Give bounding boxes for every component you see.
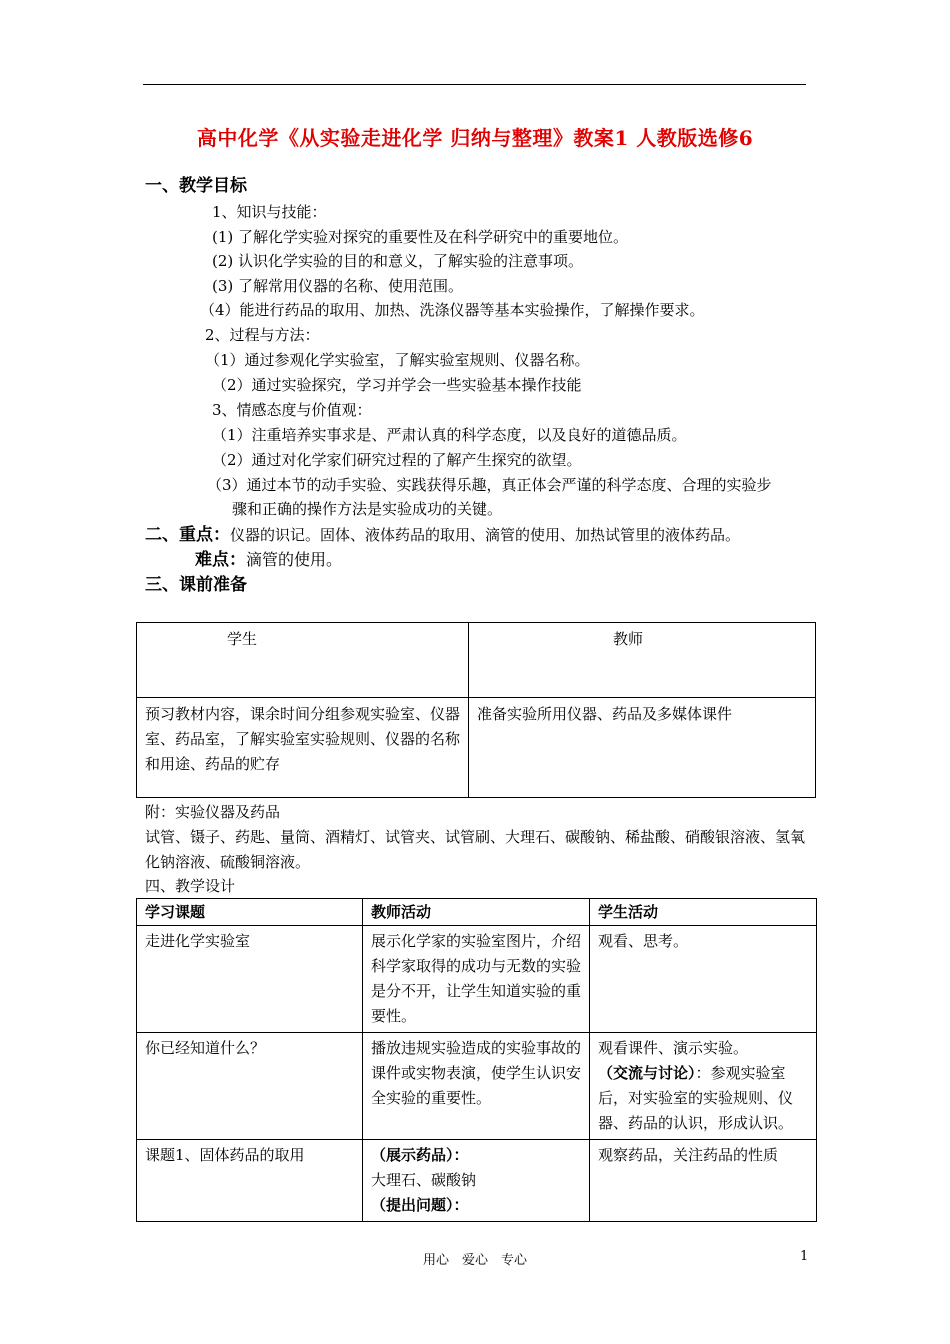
student-text: 观看课件、演示实验。 xyxy=(598,1039,749,1057)
section-4-heading: 四、教学设计 xyxy=(145,877,236,895)
section-3-heading: 三、课前准备 xyxy=(145,575,247,595)
key-points xyxy=(145,524,740,546)
student-cell: 观看、思考。 xyxy=(590,926,817,1033)
objective-line: （3）通过本节的动手实验、实践获得乐趣，真正体会严谨的科学态度、合理的实验步 xyxy=(207,476,772,494)
objective-line: （2）通过对化学家们研究过程的了解产生探究的欲望。 xyxy=(212,451,582,469)
section-1-heading: 一、教学目标 xyxy=(145,176,247,196)
document-title: 高中化学《从实验走进化学 归纳与整理》教案1 人教版选修6 xyxy=(196,126,754,150)
appendix-line: 试管、镊子、药匙、量筒、酒精灯、试管夹、试管刷、大理石、碳酸钠、稀盐酸、硝酸银溶液、氢氧 xyxy=(145,828,806,846)
teacher-text: 大理石、碳酸钠 xyxy=(371,1171,477,1189)
objective-line: 骤和正确的操作方法是实验成功的关键。 xyxy=(232,500,503,518)
teacher-text: （提出问题）： xyxy=(371,1196,469,1214)
prep-student-cell: 预习教材内容，课余时间分组参观实验室、仪器室、药品室，了解实验室实验规则、仪器的名称和用途、药品的贮存 xyxy=(137,698,469,798)
appendix-label: 附：实验仪器及药品 xyxy=(145,803,281,821)
design-header-student: 学生活动 xyxy=(590,899,817,926)
section-2-heading: 二、重点： xyxy=(145,525,230,545)
topic-cell: 走进化学实验室 xyxy=(137,926,363,1033)
difficulty-text: 滴管的使用。 xyxy=(246,550,343,569)
difficulty-label: 难点： xyxy=(195,550,246,570)
student-text xyxy=(598,1061,808,1136)
design-table xyxy=(136,898,817,1222)
objective-line: 2、过程与方法： xyxy=(205,326,320,344)
teacher-text: （展示药品）： xyxy=(371,1146,469,1164)
difficulty xyxy=(195,549,342,571)
appendix-line: 化钠溶液、硫酸铜溶液。 xyxy=(145,853,311,871)
teacher-cell: 播放违规实验造成的实验事故的课件或实物表演，使学生认识安全实验的重要性。 xyxy=(363,1033,590,1140)
objective-line: (3) 了解常用仪器的名称、使用范围。 xyxy=(212,277,464,295)
prep-teacher-cell: 准备实验所用仪器、药品及多媒体课件 xyxy=(469,698,816,798)
objective-line: (2) 认识化学实验的目的和意义，了解实验的注意事项。 xyxy=(212,252,584,270)
objective-line: （2）通过实验探究，学习并学会一些实验基本操作技能 xyxy=(212,376,582,394)
table-row xyxy=(137,1140,817,1222)
objective-line: （4）能进行药品的取用、加热、洗涤仪器等基本实验操作，了解操作要求。 xyxy=(200,301,705,319)
page-number: 1 xyxy=(800,1249,809,1264)
footer-motto: 用心 爱心 专心 xyxy=(422,1253,527,1268)
teacher-cell xyxy=(363,1140,590,1222)
objective-line: 1、知识与技能： xyxy=(212,203,327,221)
table-row xyxy=(137,926,817,1033)
objective-line: （1）注重培养实事求是、严肃认真的科学态度，以及良好的道德品质。 xyxy=(212,426,687,444)
exchange-label: （交流与讨论） xyxy=(598,1064,696,1082)
student-cell: 观察药品，关注药品的性质 xyxy=(590,1140,817,1222)
table-row xyxy=(137,1033,817,1140)
design-header-teacher: 教师活动 xyxy=(363,899,590,926)
teacher-cell: 展示化学家的实验室图片，介绍科学家取得的成功与无数的实验是分不开，让学生知道实验的重要性。 xyxy=(363,926,590,1033)
prep-table xyxy=(136,622,816,798)
header-rule xyxy=(143,84,806,85)
prep-header-teacher: 教师 xyxy=(469,623,816,698)
objective-line: (1) 了解化学实验对探究的重要性及在科学研究中的重要地位。 xyxy=(212,228,629,246)
topic-cell: 课题1、固体药品的取用 xyxy=(137,1140,363,1222)
topic-cell: 你已经知道什么？ xyxy=(137,1033,363,1140)
key-points-text: 仪器的识记。固体、液体药品的取用、滴管的使用、加热试管里的液体药品。 xyxy=(230,526,741,544)
prep-header-student: 学生 xyxy=(137,623,469,698)
exchange-text: ：参观实验室后，对实验室的实验规则、仪器、药品的认识，形成认识。 xyxy=(598,1064,794,1132)
objective-line: 3、情感态度与价值观： xyxy=(212,401,372,419)
student-cell xyxy=(590,1033,817,1140)
design-header-topic: 学习课题 xyxy=(137,899,363,926)
objective-line: （1）通过参观化学实验室，了解实验室规则、仪器名称。 xyxy=(205,351,590,369)
